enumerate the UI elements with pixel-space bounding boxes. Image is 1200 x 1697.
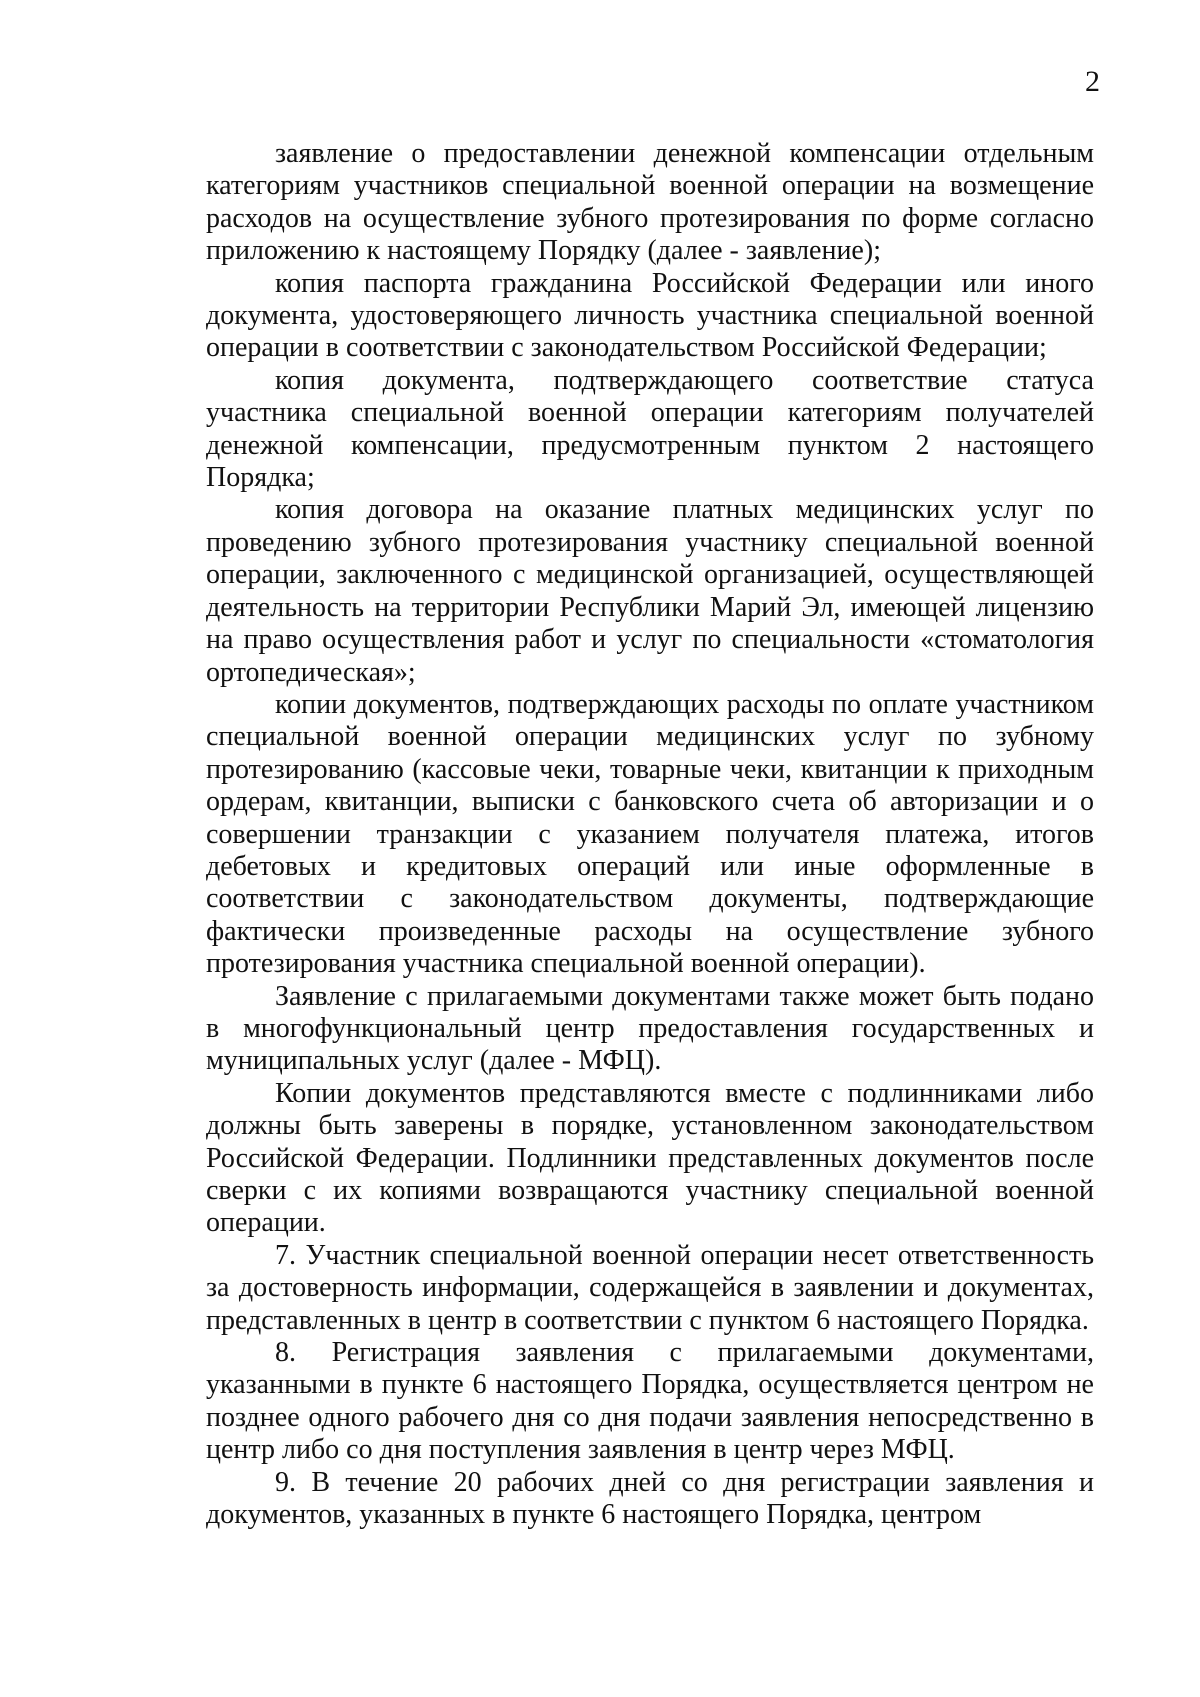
paragraph-item-9: 9. В течение 20 рабочих дней со дня регистрации заявления и документов, указанных в пункте 6 настоящего Порядка, центром [206,1466,1094,1531]
paragraph-payment-documents: копии документов, подтверждающих расходы по оплате участником специальной военной операции медицинских услуг по зубному протезированию (кассовые чеки, товарные чеки, квитанции к приходным ордерам, квитанции, выписки с банковского счета об авторизации и о совершении транзакции с указанием получателя платежа, итогов дебетовых и кредитовых операций или иные оформленные в соответствии с законодательством документы, подтверждающие фактически произведенные расходы на осуществление зубного протезирования участника специальной военной операции). [206,688,1094,980]
paragraph-application-form: заявление о предоставлении денежной компенсации отдельным категориям участников специальной военной операции на возмещение расходов на осуществление зубного протезирования по форме согласно приложению к настоящему Порядку (далее - заявление); [206,138,1094,267]
page-number: 2 [1085,65,1100,98]
paragraph-item-7: 7. Участник специальной военной операции несет ответственность за достоверность информации, содержащейся в заявлении и документах, представленных в центр в соответствии с пунктом 6 настоящего Порядка. [206,1239,1094,1336]
paragraph-contract-copy: копия договора на оказание платных медицинских услуг по проведению зубного протезирования участнику специальной военной операции, заключенного с медицинской организацией, осуществляющей деятельность на территории Республики Марий Эл, имеющей лицензию на право осуществления работ и услуг по специальности «стоматология ортопедическая»; [206,494,1094,688]
document-body [206,138,1094,1531]
paragraph-mfc-submission: Заявление с прилагаемыми документами также может быть подано в многофункциональный центр предоставления государственных и муниципальных услуг (далее - МФЦ). [206,980,1094,1077]
paragraph-copies-certification: Копии документов представляются вместе с подлинниками либо должны быть заверены в порядке, установленном законодательством Российской Федерации. Подлинники представленных документов после сверки с их копиями возвращаются участнику специальной военной операции. [206,1077,1094,1239]
paragraph-status-document-copy: копия документа, подтверждающего соответствие статуса участника специальной военной операции категориям получателей денежной компенсации, предусмотренным пунктом 2 настоящего Порядка; [206,364,1094,494]
paragraph-item-8: 8. Регистрация заявления с прилагаемыми документами, указанными в пункте 6 настоящего Порядка, осуществляется центром не позднее одного рабочего дня со дня подачи заявления непосредственно в центр либо со дня поступления заявления в центр через МФЦ. [206,1337,1094,1466]
paragraph-passport-copy: копия паспорта гражданина Российской Федерации или иного документа, удостоверяющего личность участника специальной военной операции в соответствии с законодательством Российской Федерации; [206,267,1094,364]
